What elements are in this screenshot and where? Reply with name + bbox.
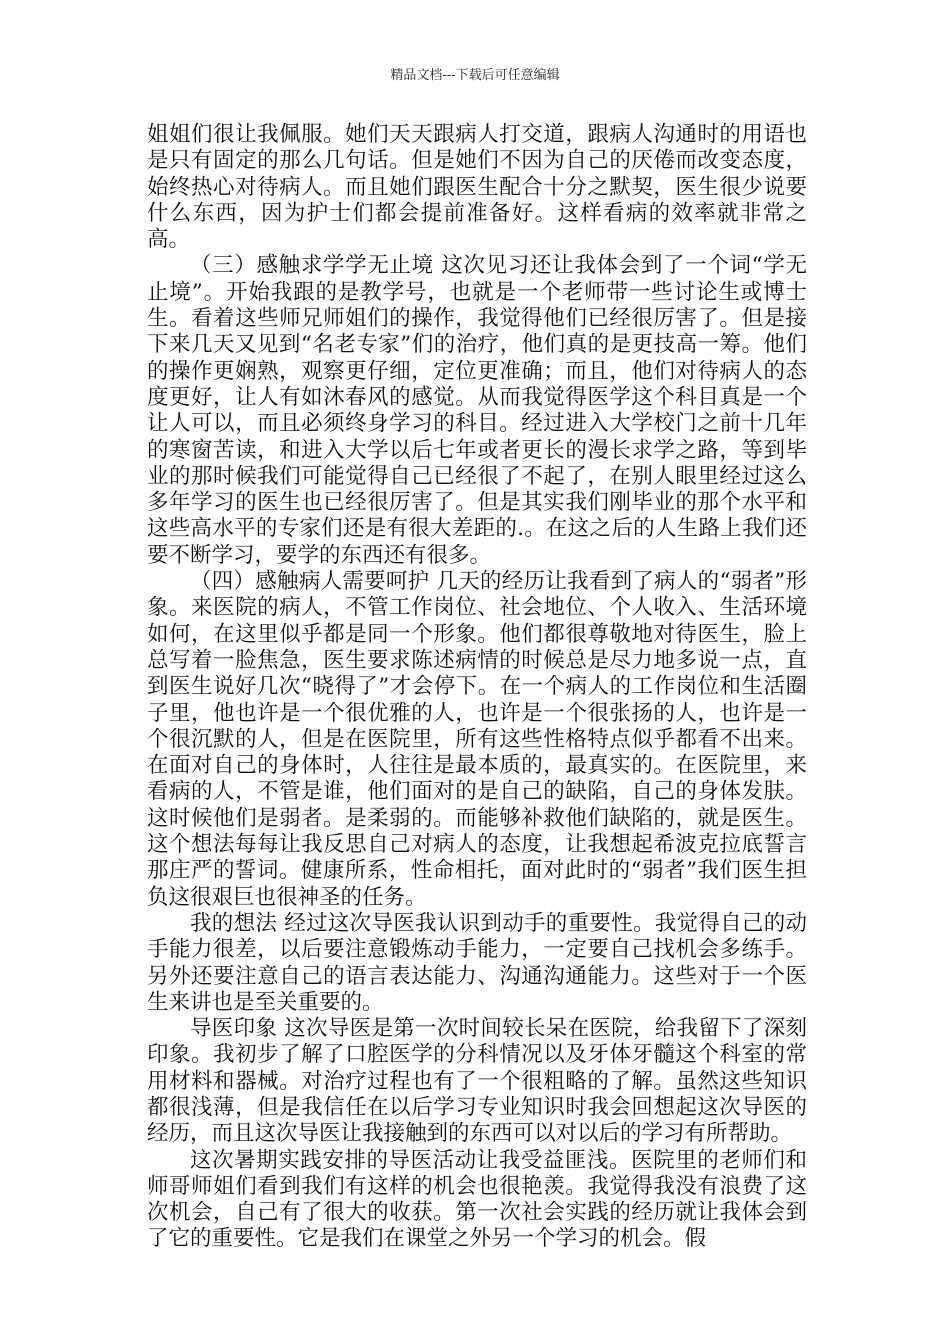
paragraph-patients-care: （四）感触病人需要呵护 几天的经历让我看到了病人的“弱者”形象。来医院的病人，不管工作岗位、社会地位、个人收入、生活环境如何，在这里似乎都是同一个形象。他们都很尊敬地对待医生，脸上总写着一脸焦急，医生要求陈述病情的时候总是尽力地多说一点，直到医生说好几次“晓得了”才会停下。在一个病人的工作岗位和生活圈子里，他也许是一个很优雅的人，也许是一个很张扬的人，也许是一个很沉默的人，但是在医院里，所有这些性格特点似乎都看不出来。在面对自己的身体时，人往往是最本质的，最真实的。在医院里，来看病的人，不管是谁，他们面对的是自己的缺陷，自己的身体发肤。这时候他们是弱者。是柔弱的。而能够补救他们缺陷的，就是医生。这个想法每每让我反思自己对病人的态度，让我想起希波克拉底誓言那庄严的誓词。健康所系，性命相托，面对此时的“弱者”我们医生担负这很艰巨也很神圣的任务。 [147,569,807,910]
document-body [147,122,807,1253]
paragraph-summary: 这次暑期实践安排的导医活动让我受益匪浅。医院里的老师们和师哥师姐们看到我们有这样的机会也很艳羡。我觉得我没有浪费了这次机会，自己有了很大的收获。第一次社会实践的经历就让我体会到了它的重要性。它是我们在课堂之外另一个学习的机会。假 [147,1147,807,1252]
paragraph-impression: 导医印象 这次导医是第一次时间较长呆在医院，给我留下了深刻印象。我初步了解了口腔医学的分科情况以及牙体牙髓这个科室的常用材料和器械。对治疗过程也有了一个很粗略的了解。虽然这些知识都很浅薄，但是我信任在以后学习专业知识时我会回想起这次导医的经历，而且这次导医让我接触到的东西可以对以后的学习有所帮助。 [147,1016,807,1147]
paragraph-my-thoughts: 我的想法 经过这次导医我认识到动手的重要性。我觉得自己的动手能力很差，以后要注意锻炼动手能力，一定要自己找机会多练手。另外还要注意自己的语言表达能力、沟通沟通能力。这些对于一个医生来讲也是至关重要的。 [147,910,807,1015]
paragraph-nurses: 姐姐们很让我佩服。她们天天跟病人打交道，跟病人沟通时的用语也是只有固定的那么几句话。但是她们不因为自己的厌倦而改变态度，始终热心对待病人。而且她们跟医生配合十分之默契，医生很少说要什么东西，因为护士们都会提前准备好。这样看病的效率就非常之高。 [147,122,807,253]
paragraph-learning-endless: （三）感触求学学无止境 这次见习还让我体会到了一个词“学无止境”。开始我跟的是教学号，也就是一个老师带一些讨论生或博士生。看着这些师兄师姐们的操作，我觉得他们已经很厉害了。但是接下来几天又见到“名老专家”们的治疗，他们真的是更技高一筹。他们的操作更娴熟，观察更仔细，定位更准确；而且，他们对待病人的态度更好，让人有如沐春风的感觉。从而我觉得医学这个科目真是一个让人可以，而且必须终身学习的科目。经过进入大学校门之前十几年的寒窗苦读，和进入大学以后七年或者更长的漫长求学之路，等到毕业的那时候我们可能觉得自己已经很了不起了，在别人眼里经过这么多年学习的医生也已经很厉害了。但是其实我们刚毕业的那个水平和这些高水平的专家们还是有很大差距的.。在这之后的人生路上我们还要不断学习，要学的东西还有很多。 [147,253,807,568]
page-header: 精品文档---下载后可任意编辑 [390,68,560,83]
